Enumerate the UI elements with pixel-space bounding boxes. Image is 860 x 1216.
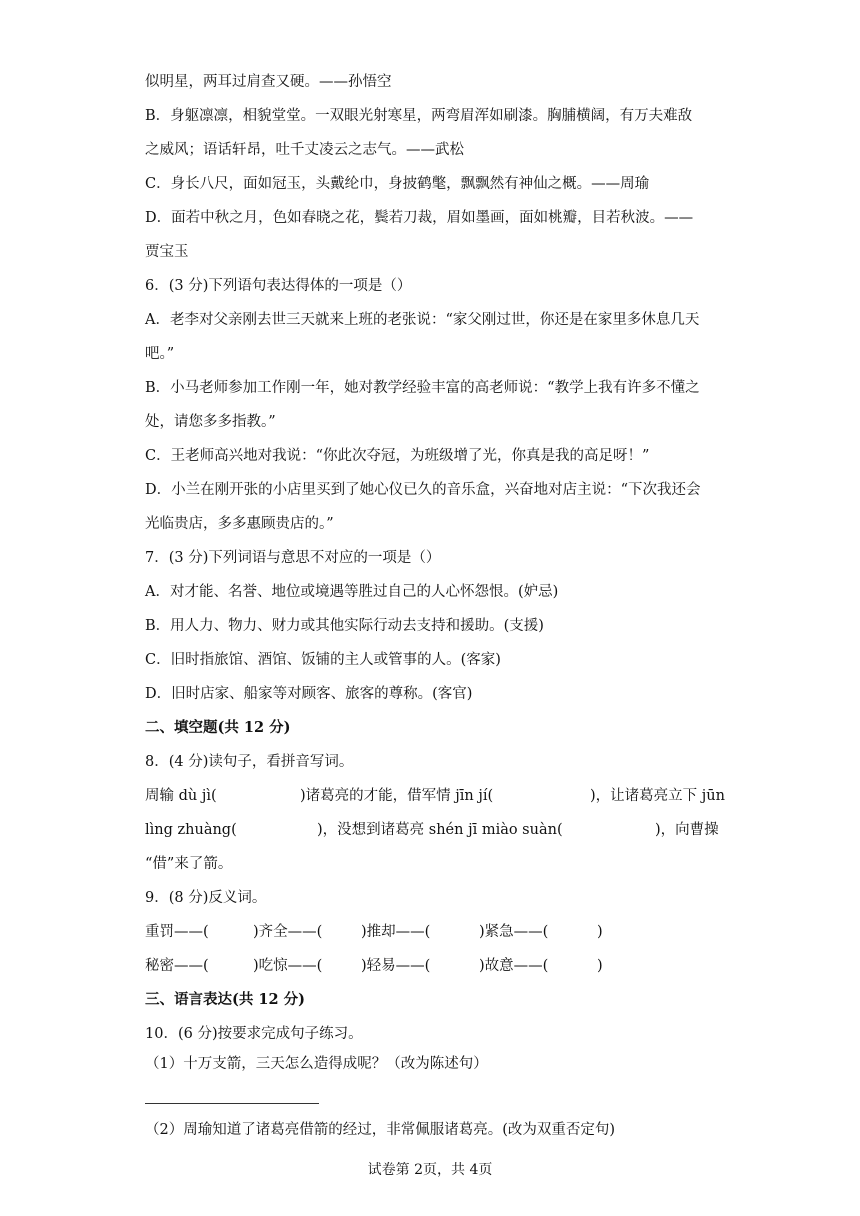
q10-item-2: （2）周瑜知道了诸葛亮借箭的经过，非常佩服诸葛亮。(改为双重否定句) [145, 1122, 616, 1138]
option-b-line-2: 之威风；语话轩昂，吐千丈凌云之志气。——武松 [145, 142, 464, 158]
q8-sentence-line-2 [145, 820, 725, 840]
q7-option-a: A．对才能、名誉、地位或境遇等胜过自己的人心怀怨恨。(妒忌) [145, 584, 559, 600]
antonym-item: ) [597, 924, 603, 940]
q7-option-c: C．旧时指旅馆、酒馆、饭铺的主人或管事的人。(客家) [145, 652, 501, 668]
question-6-stem: 6．(3 分)下列语句表达得体的一项是（） [145, 278, 412, 294]
question-9-stem: 9．(8 分)反义词。 [145, 890, 267, 906]
q6-option-d-line-1: D．小兰在刚开张的小店里买到了她心仪已久的音乐盒，兴奋地对店主说：“下次我还会 [145, 482, 701, 498]
q6-option-b-line-2: 处，请您多多指教。” [145, 414, 276, 430]
antonym-item: ) [597, 958, 603, 974]
answer-line [145, 1103, 319, 1104]
q6-option-a-line-2: 吧。” [145, 346, 175, 362]
q8-sentence-line-1 [145, 786, 725, 806]
q6-option-a-line-1: A．老李对父亲刚去世三天就来上班的老张说：“家父刚过世，你还是在家里多休息几天 [145, 312, 700, 328]
antonym-item: )紧急——( [479, 924, 549, 940]
q6-option-b-line-1: B．小马老师参加工作刚一年，她对教学经验丰富的高老师说：“教学上我有许多不懂之 [145, 380, 700, 396]
section-2-heading: 二、填空题(共 12 分) [145, 719, 291, 736]
option-c: C．身长八尺，面如冠玉，头戴纶巾，身披鹤氅，飘飘然有神仙之概。——周瑜 [145, 176, 650, 192]
q9-antonym-row-1 [145, 922, 725, 942]
q8-fragment: lìng zhuàng( [145, 822, 237, 838]
question-10-stem: 10．(6 分)按要求完成句子练习。 [145, 1026, 363, 1042]
question-8-stem: 8．(4 分)读句子，看拼音写词。 [145, 754, 354, 770]
q10-item-1: （1）十万支箭，三天怎么造得成呢？（改为陈述句） [145, 1056, 488, 1072]
option-b-line-1: B．身躯凛凛，相貌堂堂。一双眼光射寒星，两弯眉浑如刷漆。胸脯横阔，有万夫难敌 [145, 108, 693, 124]
antonym-item: 重罚——( [145, 924, 209, 940]
q8-sentence-line-3: “借”来了箭。 [145, 856, 233, 872]
q8-fragment: )，让诸葛亮立下 jūn [590, 788, 725, 804]
antonym-item: )轻易——( [361, 958, 431, 974]
q8-fragment: 周输 dù jì( [145, 788, 217, 804]
antonym-item: )推却——( [361, 924, 431, 940]
option-d-line-1: D．面若中秋之月，色如春晓之花，鬓若刀裁，眉如墨画，面如桃瓣，目若秋波。—— [145, 210, 694, 226]
q7-option-b: B．用人力、物力、财力或其他实际行动去支持和援助。(支援) [145, 618, 544, 634]
q8-fragment: )诸葛亮的才能，借军情 jīn jí( [300, 788, 494, 804]
section-3-heading: 三、语言表达(共 12 分) [145, 991, 305, 1008]
antonym-item: )故意——( [479, 958, 549, 974]
q9-antonym-row-2 [145, 956, 725, 976]
q7-option-d: D．旧时店家、船家等对顾客、旅客的尊称。(客官) [145, 686, 473, 702]
q6-option-c: C．王老师高兴地对我说：“你此次夺冠，为班级增了光，你真是我的高足呀！” [145, 448, 650, 464]
antonym-item: )吃惊——( [253, 958, 323, 974]
antonym-item: )齐全——( [253, 924, 323, 940]
page-footer: 试卷第 2页，共 4页 [367, 1162, 493, 1178]
q6-option-d-line-2: 光临贵店，多多惠顾贵店的。” [145, 516, 334, 532]
question-7-stem: 7．(3 分)下列词语与意思不对应的一项是（） [145, 550, 441, 566]
q8-fragment: )，没想到诸葛亮 shén jī miào suàn( [317, 822, 563, 838]
q8-fragment: )，向曹操 [655, 822, 719, 838]
option-a-continuation: 似明星，两耳过肩查又硬。——孙悟空 [145, 74, 392, 90]
antonym-item: 秘密——( [145, 958, 209, 974]
option-d-line-2: 贾宝玉 [145, 244, 189, 260]
